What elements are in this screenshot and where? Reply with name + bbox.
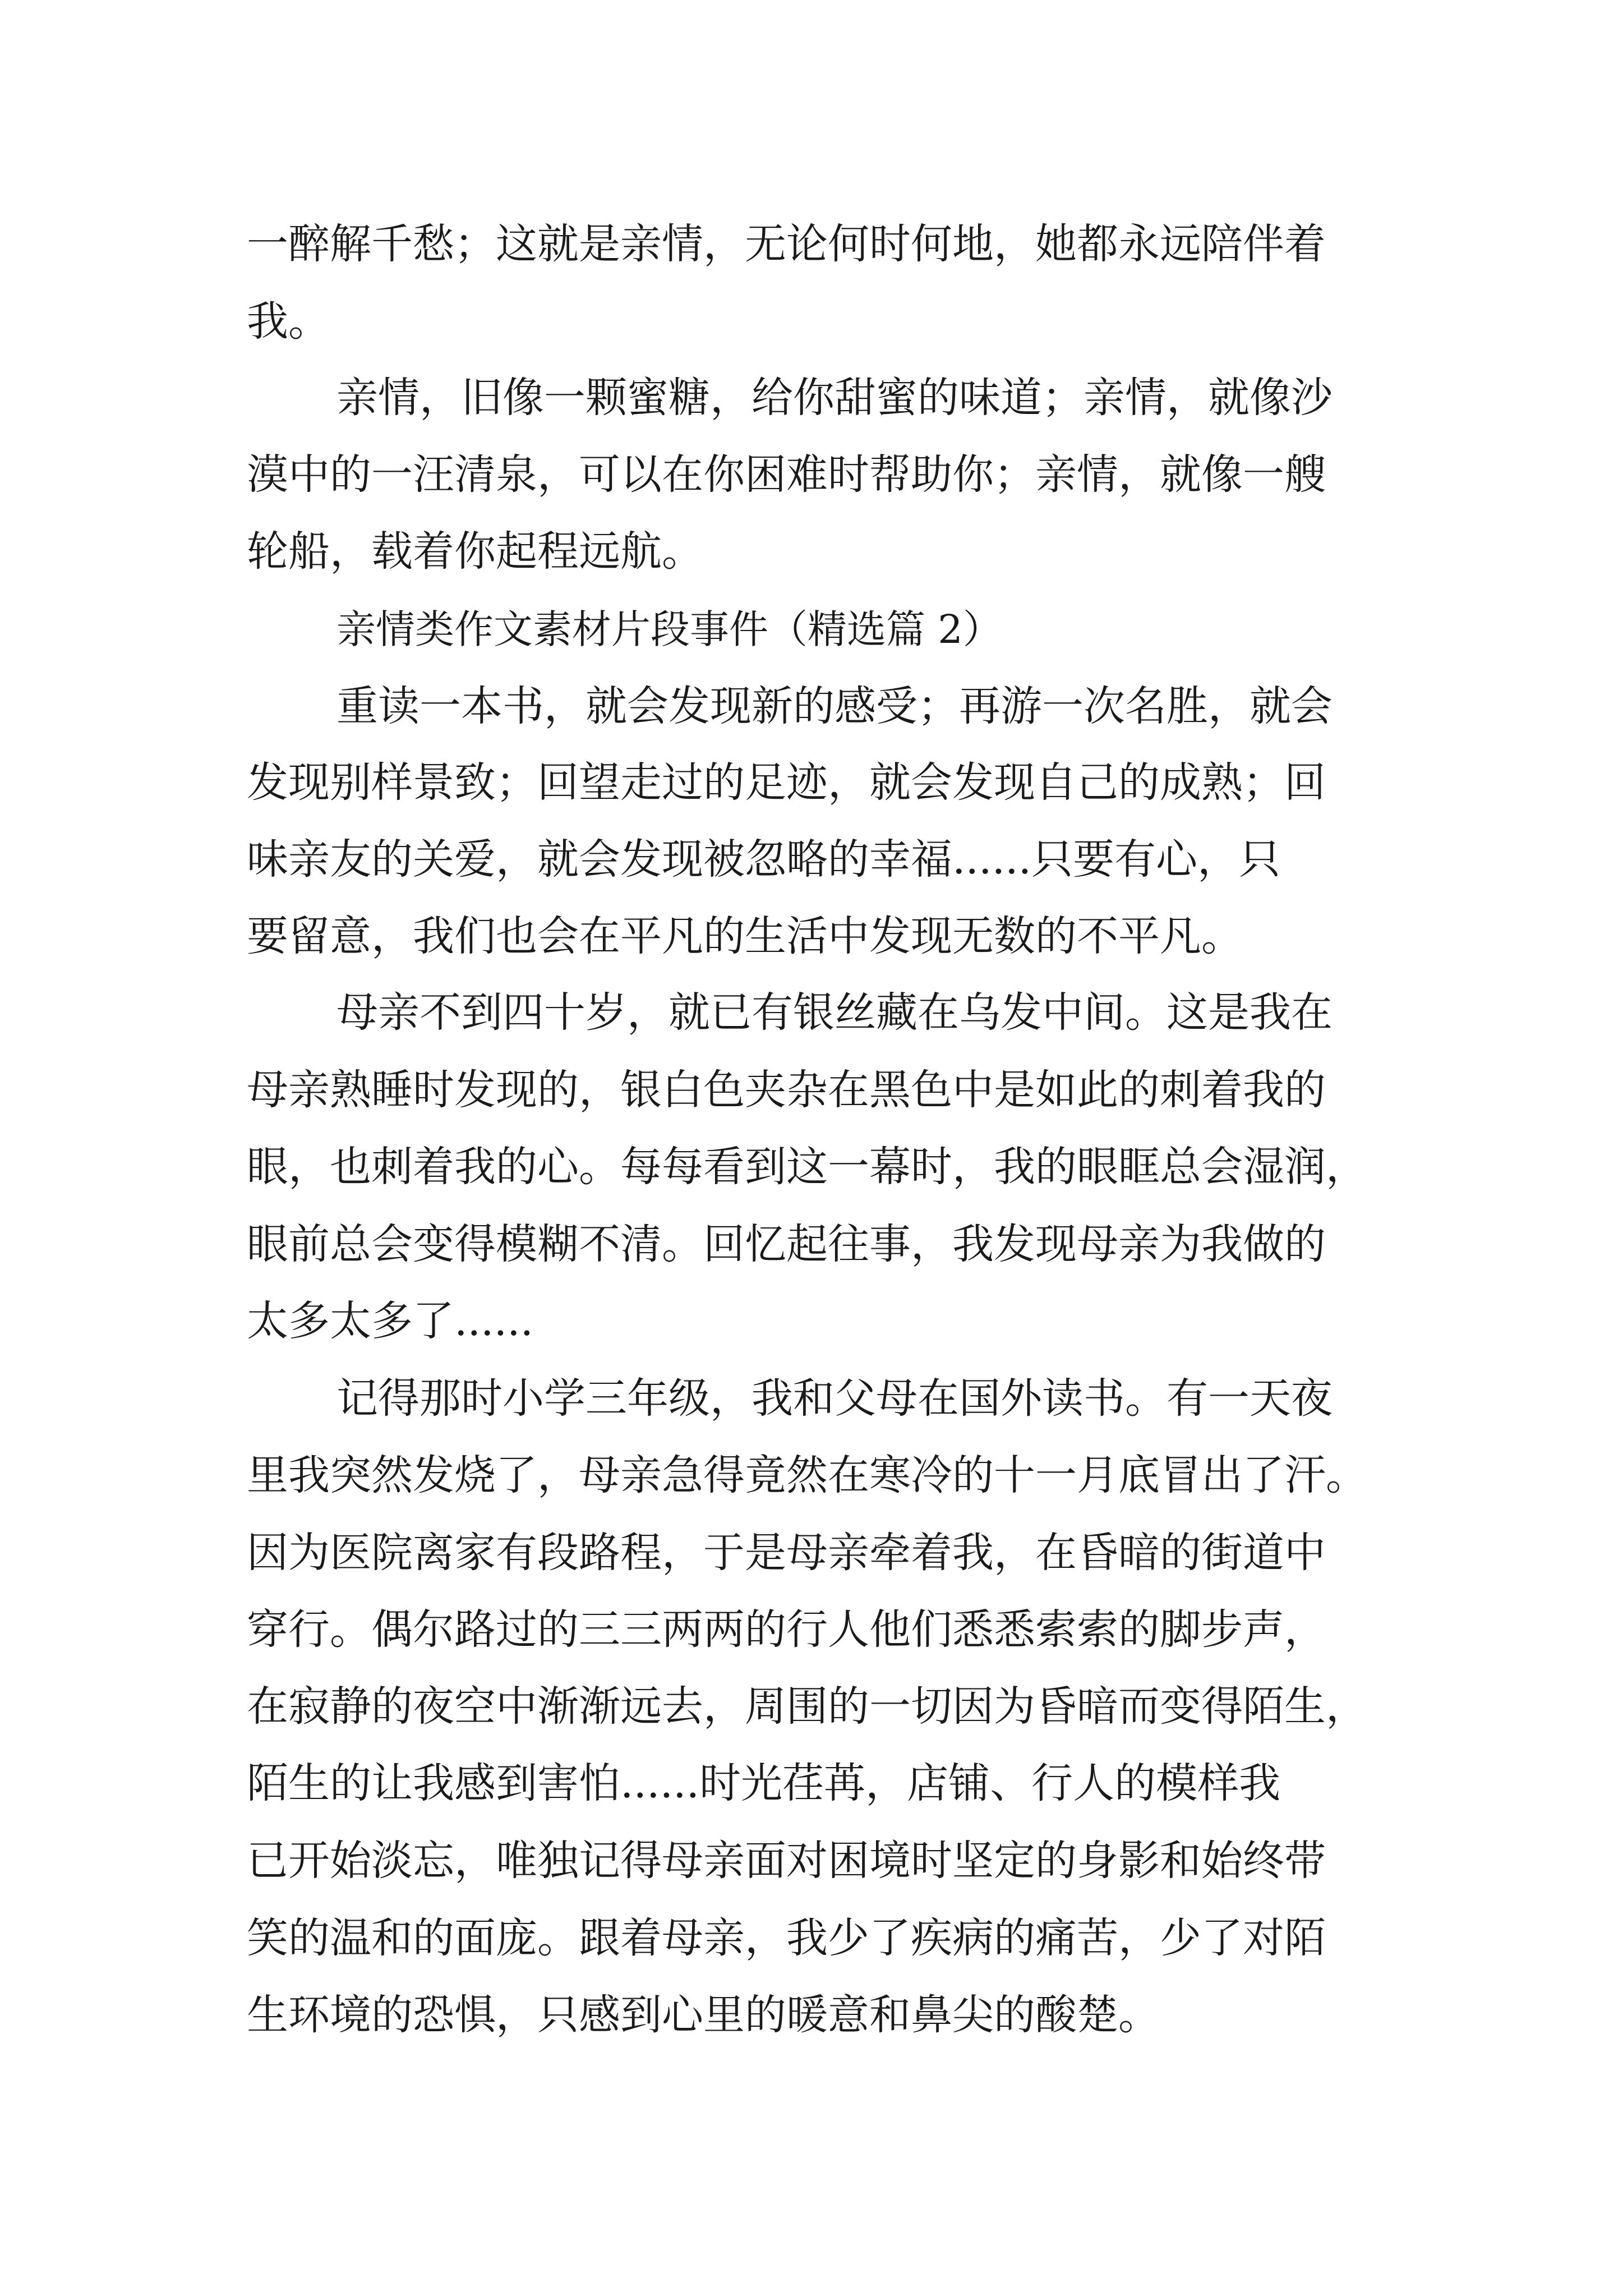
paragraph-line: 母亲熟睡时发现的，银白色夹杂在黑色中是如此的刺着我的: [247, 1066, 1326, 1114]
paragraph-line: 已开始淡忘，唯独记得母亲面对困境时坚定的身影和始终带: [247, 1837, 1326, 1885]
paragraph-line: 记得那时小学三年级，我和父母在国外读书。有一天夜: [336, 1374, 1332, 1423]
paragraph-line: 轮船，载着你起程远航。: [247, 527, 703, 576]
paragraph-line: 我。: [247, 297, 330, 346]
paragraph-line: 要留意，我们也会在平凡的生活中发现无数的不平凡。: [247, 912, 1243, 960]
paragraph-line: 因为医院离家有段路程，于是母亲牵着我，在昏暗的街道中: [247, 1529, 1326, 1577]
paragraph-line: 穿行。偶尔路过的三三两两的行人他们悉悉索索的脚步声，: [247, 1605, 1326, 1654]
paragraph-line: 重读一本书，就会发现新的感受；再游一次名胜，就会: [336, 682, 1332, 730]
paragraph-line: 一醉解千愁；这就是亲情，无论何时何地，她都永远陪伴着: [247, 220, 1326, 268]
paragraph-line: 里我突然发烧了，母亲急得竟然在寒冷的十一月底冒出了汗。: [247, 1451, 1367, 1499]
paragraph-line: 漠中的一汪清泉，可以在你困难时帮助你；亲情，就像一艘: [247, 450, 1326, 499]
section-heading: 亲情类作文素材片段事件（精选篇 2）: [336, 606, 1002, 652]
paragraph-line: 发现别样景致；回望走过的足迹，就会发现自己的成熟；回: [247, 758, 1326, 807]
paragraph-line: 眼，也刺着我的心。每每看到这一幕时，我的眼眶总会湿润，: [247, 1143, 1367, 1191]
paragraph-line: 眼前总会变得模糊不清。回忆起往事，我发现母亲为我做的: [247, 1220, 1326, 1268]
paragraph-line: 亲情，旧像一颗蜜糖，给你甜蜜的味道；亲情，就像沙: [336, 374, 1332, 422]
paragraph-line: 陌生的让我感到害怕......时光荏苒，店铺、行人的模样我: [247, 1759, 1281, 1807]
paragraph-line: 味亲友的关爱，就会发现被忽略的幸福......只要有心，只: [247, 835, 1281, 884]
paragraph-line: 在寂静的夜空中渐渐远去，周围的一切因为昏暗而变得陌生，: [247, 1682, 1367, 1731]
paragraph-line: 笑的温和的面庞。跟着母亲，我少了疾病的痛苦，少了对陌: [247, 1914, 1326, 1962]
paragraph-line: 母亲不到四十岁，就已有银丝藏在乌发中间。这是我在: [336, 988, 1332, 1037]
paragraph-line: 生环境的恐惧，只感到心里的暖意和鼻尖的酸楚。: [247, 1991, 1160, 2039]
paragraph-line: 太多太多了......: [247, 1297, 534, 1345]
